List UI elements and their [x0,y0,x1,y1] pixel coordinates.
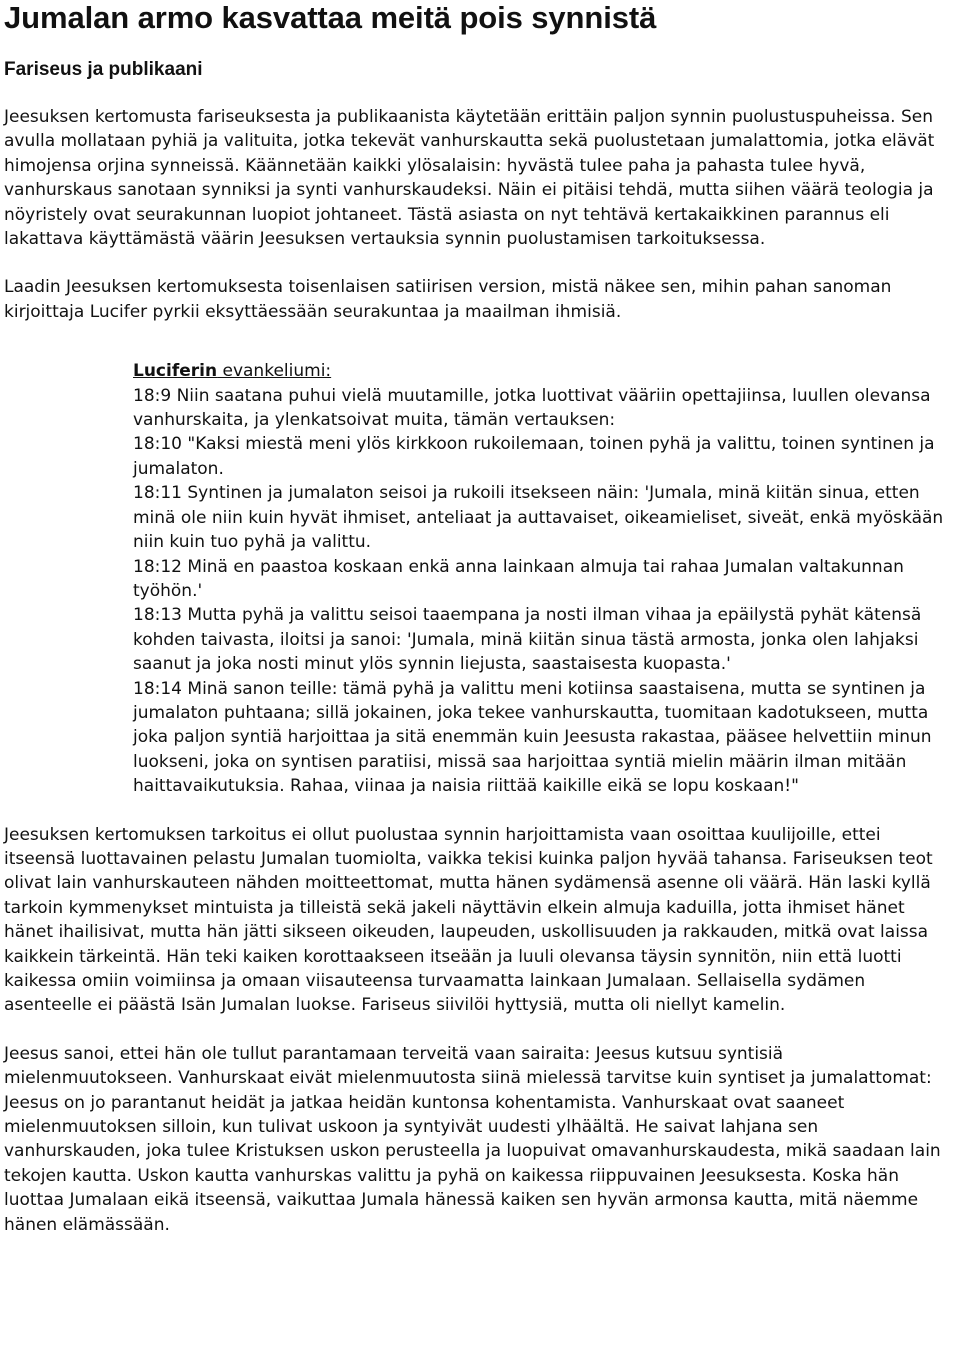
verse: 18:12 Minä en paastoa koskaan enkä anna lainkaan almuja tai rahaa Jumalan valtakunnan työhön.' [133,556,904,601]
verse: 18:14 Minä sanon teille: tämä pyhä ja valittu meni kotiinsa saastaisena, mutta se syntinen ja jumalaton puhtaana; sillä jokainen, joka tekee vanhurskautta, tuomitaan kadotukseen, mutta joka paljon syntiä harjoittaa ja sitä enemmän kuin Jeesusta rakastaa, pääsee helvettiin minun luokseni, joka on syntisen paratiisi, missä saa harjoittaa syntiä mielin määrin ilman mitään haittavaikutuksia. Rahaa, viinaa ja naisia riittää kaikille eikä se lopu koskaan!" [133,678,932,797]
quote-block [133,359,954,798]
section-subtitle: Fariseus ja publikaani [4,59,203,80]
quote-heading-strong: Luciferin [133,361,218,382]
verse: 18:11 Syntinen ja jumalaton seisoi ja rukoili itsekseen näin: 'Jumala, minä kiitän sinua, etten minä ole niin kuin hyvät ihmiset, anteliaat ja auttavaiset, oikeamieliset, siveät, enkä myöskään niin kuin tuo pyhä ja valittu. [133,483,944,553]
verse: 18:9 Niin saatana puhui vielä muutamille, jotka luottivat vääriin opettajiinsa, luullen olevansa vanhurskaita, ja ylenkatsoivat muita, tämän vertauksen: [133,385,931,431]
verse: 18:10 "Kaksi miestä meni ylös kirkkoon rukoilemaan, toinen pyhä ja valittu, toinen syntinen ja jumalaton. [133,434,935,479]
paragraph-jesus-said: Jeesus sanoi, ettei hän ole tullut parantamaan terveitä vaan sairaita: Jeesus kutsuu syntisiä mielenmuutokseen. Vanhurskaat eivät mielenmuutosta siinä mielessä tarvitse kuin syntiset ja jumalattomat: Jeesus on jo parantanut heidät ja jatkaa heidän kuntonsa kohentamista. Vanhurskaat ovat saaneet mielenmuutoksen silloin, kun tulivat uskoon ja syntyivät uudesti ylhäältä. He saivat lahjana sen vanhurskauden, joka tulee Kristuksen uskon perusteella ja luopuivat omavanhurskaudesta, mikä saadaan lain tekojen kautta. Uskon kautta vanhurskas valittu ja pyhä on kaikessa riippuvainen Jeesuksesta. Koska hän luottaa Jumalaan eikä itseensä, vaikuttaa Jumala hänessä kaiken sen hyvän armonsa kautta, mitä näemme hänen elämässään. [4,1043,941,1235]
paragraph-purpose: Jeesuksen kertomuksen tarkoitus ei ollut puolustaa synnin harjoittamista vaan osoittaa kuulijoille, ettei itseensä luottavainen pelastu Jumalan tuomiolta, vaikka tekisi kuinka paljon hyvää tahansa. Fariseuksen teot olivat lain vanhurskauteen nähden moitteettomat, mutta hänen sydämensä asenne oli väärä. Hän laski kyllä tarkoin kymmenykset mintuista ja tilleistä sekä jakeli näyttävin elkein almuja kaduilla, jotta ihmiset hänet hänet ihailisivat, mutta hän jätti sikseen oikeuden, laupeuden, uskollisuuden ja rakkauden, mitkä ovat laissa kaikkein tärkeintä. Hän teki kaiken korottaakseen itseään ja luuli olevansa täysin synnitön, niin että luotti kaikessa omiin voimiinsa ja omaan viisauteensa turvaamatta lainkaan Jumalaan. Sellaisella sydämen asenteelle ei päästä Isän Jumalan luokse. Fariseus siivilöi hyttysiä, mutta oli niellyt kamelin. [4,824,933,1016]
page-title: Jumalan armo kasvattaa meitä pois synnistä [4,0,657,35]
paragraph-satire-intro: Laadin Jeesuksen kertomuksesta toisenlaisen satiirisen version, mistä näkee sen, mihin pahan sanoman kirjoittaja Lucifer pyrkii eksyttäessään seurakuntaa ja maailman ihmisiä. [4,277,892,322]
quote-heading-rest: evankeliumi: [217,361,332,382]
quote-heading [133,359,954,383]
paragraph-intro: Jeesuksen kertomusta fariseuksesta ja publikaanista käytetään erittäin paljon synnin puolustuspuheissa. Sen avulla mollataan pyhiä ja valituita, jotka tekevät vanhurskautta sekä puolustetaan jumalattomia, jotka elävät himojensa orjina synneissä. Käännetään kaikki ylösalaisin: hyvästä tulee paha ja pahasta tulee hyvä, vanhurskaus sanotaan synniksi ja synti vanhurskaudeksi. Näin ei pitäisi tehdä, mutta siihen väärä teologia ja nöyristely ovat seurakunnan luopiot johtaneet. Tästä asiasta on nyt tehtävä kertakaikkinen parannus eli lakattava käyttämästä väärin Jeesuksen vertauksia synnin puolustamisen tarkoituksessa. [4,107,935,250]
verse: 18:13 Mutta pyhä ja valittu seisoi taaempana ja nosti ilman vihaa ja epäilystä pyhät kätensä kohden taivasta, iloitsi ja sanoi: 'Jumala, minä kiitän sinua tästä armosta, jonka olen lahjaksi saanut ja joka nosti minut ylös synnin liejusta, saastaisesta kuopasta.' [133,605,922,675]
